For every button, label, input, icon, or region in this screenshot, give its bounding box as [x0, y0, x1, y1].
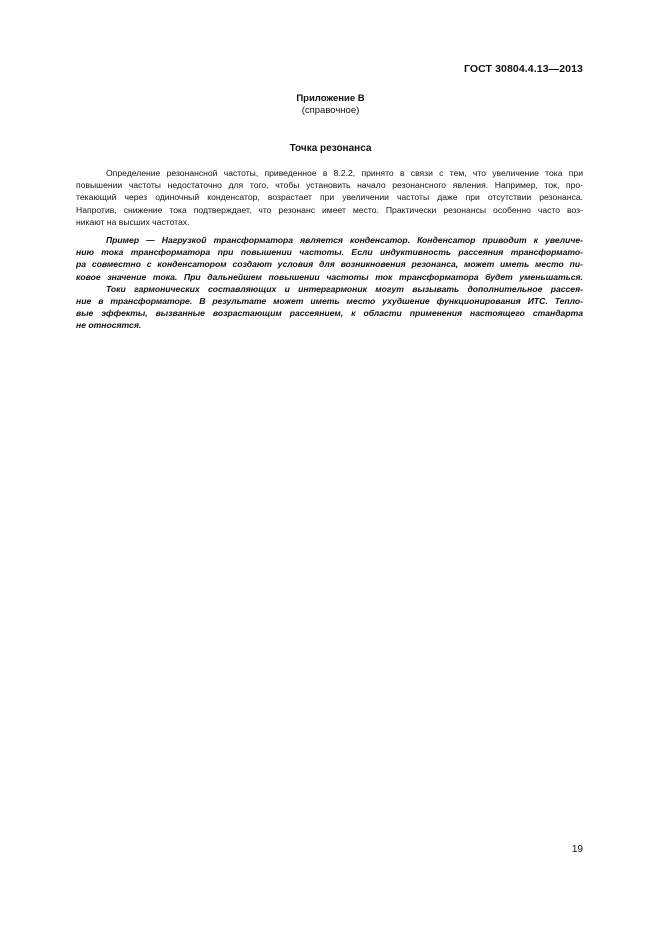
text-line: Токи гармонических составляющих и интергармоник могут вызывать дополнительное рассея-	[106, 283, 583, 294]
text-line: ра совместно с конденсатором создают условия для возникновения резонанса, может иметь место пи-	[76, 259, 583, 270]
paragraph-definition	[76, 167, 583, 228]
body-text	[76, 167, 583, 332]
text-line: текающий через одиночный конденсатор, возрастает при увеличении частоты даже при отсутствии резонанса.	[76, 192, 583, 203]
text-line: ние в трансформаторе. В результате может иметь место ухудшение функционирования ИТС. Тепло-	[76, 296, 583, 307]
text-line: вые эффекты, вызванные возрастающим рассеянием, к области применения настоящего стандарта	[76, 308, 583, 319]
paragraph-example	[76, 234, 583, 283]
appendix-type: (справочное)	[301, 105, 360, 116]
text-line: нию тока трансформатора при повышении частоты. Если индуктивность рассеяния трансформато-	[76, 247, 583, 258]
text-line: ковое значение тока. При дальнейшем повышении частоты ток трансформатора будет уменьшаться.	[76, 271, 583, 282]
appendix-heading	[0, 93, 661, 117]
section-title: Точка резонанса	[289, 143, 372, 154]
appendix-label: Приложение В	[296, 93, 365, 104]
text-line: повышении частоты недостаточно для того, чтобы установить начало резонансного явления. Например, ток, про-	[76, 180, 583, 191]
text-line: не относятся.	[76, 320, 142, 331]
text-line: никают на высших частотах.	[76, 216, 190, 227]
text-line: Напротив, снижение тока подтверждает, что резонанс имеет место. Практически резонансы особенно часто воз-	[76, 204, 583, 215]
text-line: Пример — Нагрузкой трансформатора является конденсатор. Конденсатор приводит к увеличе-	[106, 235, 583, 246]
paragraph-harmonics	[76, 283, 583, 332]
page-number: 19	[571, 844, 583, 855]
text-line: Определение резонансной частоты, приведенное в 8.2.2, принято в связи с тем, что увеличение тока при	[106, 168, 583, 178]
document-code: ГОСТ 30804.4.13—2013	[463, 63, 583, 75]
